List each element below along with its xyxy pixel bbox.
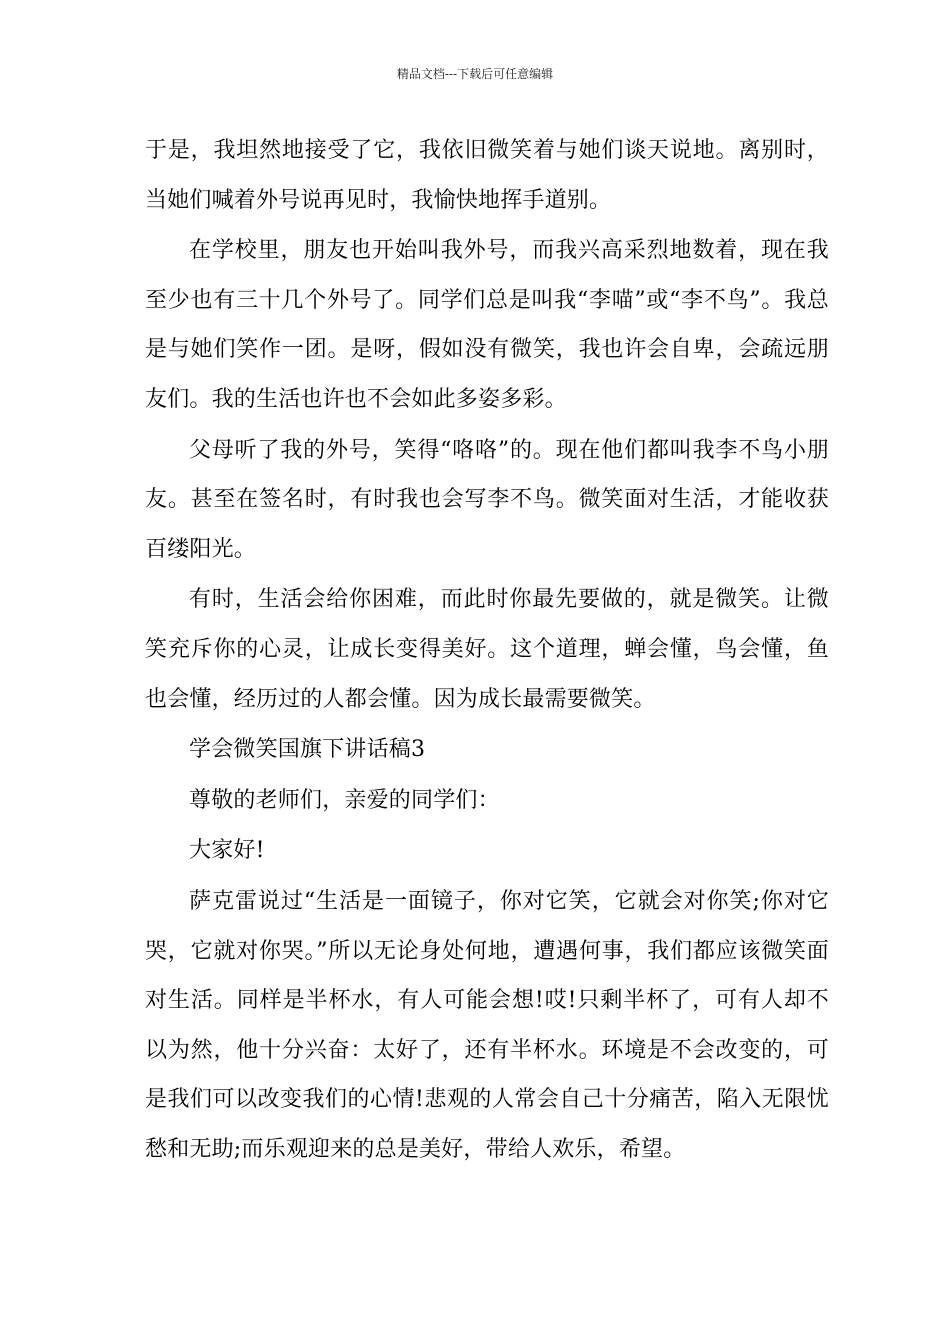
paragraph-4: 有时，生活会给你困难，而此时你最先要做的，就是微笑。让微笑充斥你的心灵，让成长变得美好。这个道理，蝉会懂，鸟会懂，鱼也会懂，经历过的人都会懂。因为成长最需要微笑。 — [145, 587, 829, 712]
paragraph-2: 在学校里，朋友也开始叫我外号，而我兴高采烈地数着，现在我至少也有三十几个外号了。同学们总是叫我“李喵”或“李不鸟”。我总是与她们笑作一团。是呀，假如没有微笑，我也许会自卑，会疏远朋友们。我的生活也许也不会如此多姿多彩。 — [145, 238, 829, 412]
page-header: 精品文档---下载后可任意编辑 — [396, 67, 554, 81]
paragraph-5: 萨克雷说过“生活是一面镜子，你对它笑，它就会对你笑;你对它哭，它就对你哭。”所以无论身处何地，遭遇何事，我们都应该微笑面对生活。同样是半杯水，有人可能会想!哎!只剩半杯了，可有人却不以为然，他十分兴奋：太好了，还有半杯水。环境是不会改变的，可是我们可以改变我们的心情!悲观的人常会自己十分痛苦，陷入无限忧愁和无助;而乐观迎来的总是美好，带给人欢乐，希望。 — [145, 888, 829, 1162]
section-title: 学会微笑国旗下讲话稿3 — [189, 737, 426, 763]
greeting: 大家好! — [189, 838, 265, 864]
document-body — [145, 126, 829, 1175]
paragraph-3: 父母听了我的外号，笑得“咯咯”的。现在他们都叫我李不鸟小朋友。甚至在签名时，有时我也会写李不鸟。微笑面对生活，才能收获百缕阳光。 — [145, 437, 829, 562]
salutation: 尊敬的老师们，亲爱的同学们： — [189, 787, 500, 813]
paragraph-1: 于是，我坦然地接受了它，我依旧微笑着与她们谈天说地。离别时，当她们喊着外号说再见时，我愉快地挥手道别。 — [145, 138, 829, 213]
